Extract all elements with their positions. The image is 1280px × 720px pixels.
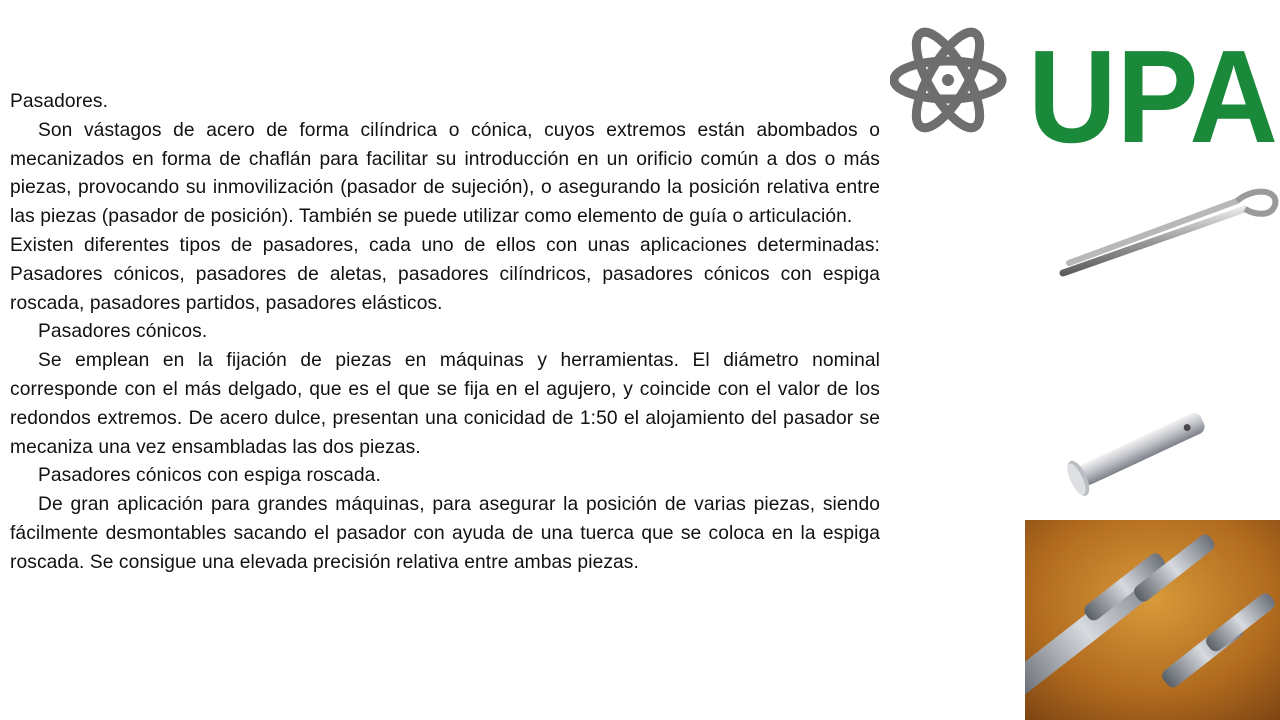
paragraph-threaded-pins: De gran aplicación para grandes máquinas, para asegurar la posición de varias piezas, siendo fácilmente desmontables sacando el pasador con ayuda de una tuerca que se coloca en la espiga roscada. Se consigue una elevada precisión relativa entre ambas piezas.: [10, 494, 880, 573]
subheading-threaded-pins: Pasadores cónicos con espiga roscada.: [38, 465, 381, 487]
cotter-pin-image: [1055, 185, 1280, 285]
paragraph-definition: Son vástagos de acero de forma cilíndrica o cónica, cuyos extremos están abombados o mecanizados en forma de chaflán para facilitar su introducción en un orificio común a dos o más piezas, provocando su inmovilización (pasador de sujeción), o asegurando la posición relativa entre las piezas (pasador de posición). También se puede utilizar como elemento de guía o articulación.: [10, 119, 880, 228]
logo-text: UPA: [1028, 23, 1278, 149]
subheading-conical-pins: Pasadores cónicos.: [38, 321, 208, 343]
upa-logo: [890, 14, 1280, 149]
atom-icon: [894, 24, 1002, 137]
dowel-pins-photo: [1025, 520, 1280, 720]
paragraph-conical-pins: Se emplean en la fijación de piezas en máquinas y herramientas. El diámetro nominal corresponde con el más delgado, que es el que se fija en el agujero, y coincide con el valor de los redondos extremos. De acero dulce, presentan una conicidad de 1:50 el alojamiento del pasador se mecaniza una vez ensambladas las dos piezas.: [10, 350, 880, 458]
slide-body-text: [10, 88, 880, 578]
paragraph-types: Existen diferentes tipos de pasadores, cada uno de ellos con unas aplicaciones determinadas: Pasadores cónicos, pasadores de aletas, pasadores cilíndricos, pasadores cónicos con espiga roscada, pasadores partidos, pasadores elásticos.: [10, 234, 880, 314]
clevis-pin-image: [1055, 405, 1215, 500]
section-title: Pasadores.: [10, 91, 109, 112]
